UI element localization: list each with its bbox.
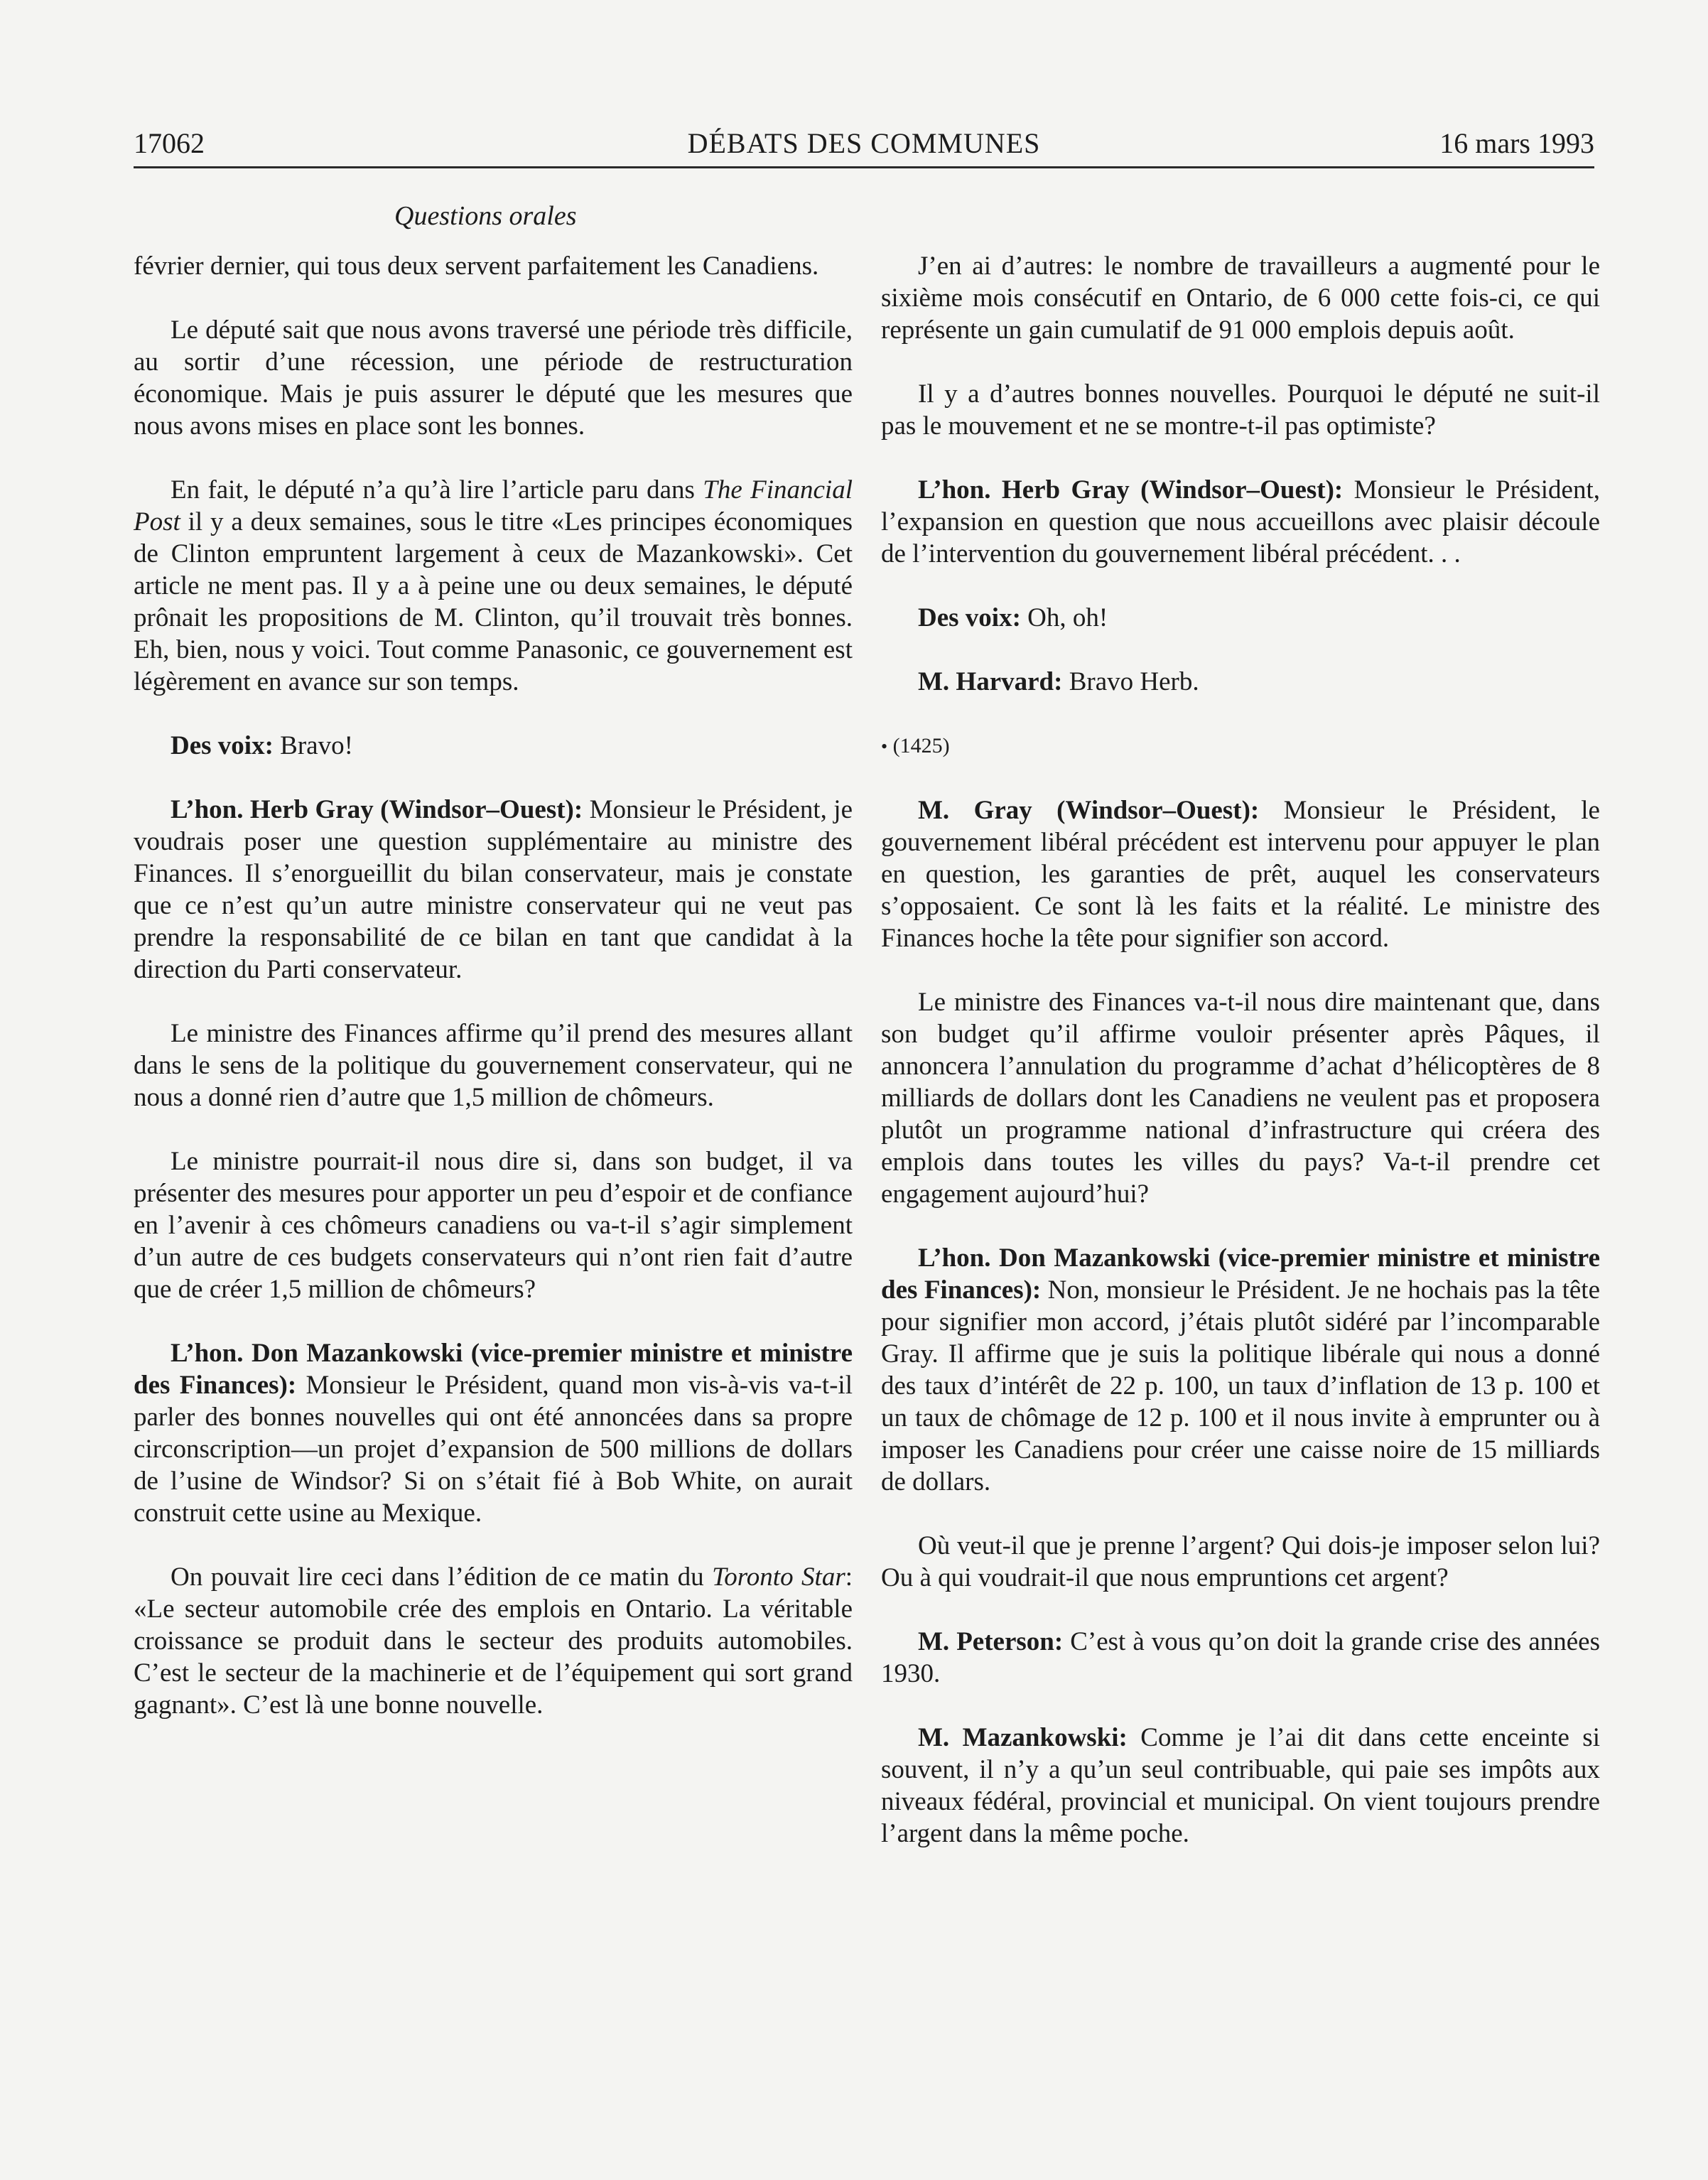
page-header [134,122,1594,168]
speech: L’hon. Herb Gray (Windsor–Ouest): Monsieur le Président, l’expansion en question que nous accueillons avec plaisir découle de l’intervention du gouvernement libéral précédent. . . [881,475,1600,568]
paragraph: février dernier, qui tous deux servent parfaitement les Canadiens. [134,252,819,281]
speech: L’hon. Don Mazankowski (vice-premier ministre et ministre des Finances): Monsieur le Président, quand mon vis-à-vis va-t-il parler des bonnes nouvelles qui ont été annoncées dans sa propre circonscription—un projet d’expansion de 500 millions de dollars de l’usine de Windsor? Si on s’était fié à Bob White, on aurait construit cette usine au Mexique. [134,1339,853,1528]
paragraph: Le ministre des Finances va-t-il nous dire maintenant que, dans son budget qu’il affirme vouloir présenter après Pâques, il annoncera l’annulation du programme d’achat d’hélicoptères de 8 milliards de dollars dont les Canadiens ne veulent pas et proposera plutôt un programme national d’infrastructure qui créera des emplois dans toutes les villes du pays? Va-t-il prendre cet engagement aujourd’hui? [881,988,1600,1209]
paragraph: Où veut-il que je prenne l’argent? Qui dois-je imposer selon lui? Ou à qui voudrait-il que nous empruntions cet argent? [881,1531,1600,1592]
speaker-name: M. Peterson: [918,1627,1064,1656]
speech: L’hon. Don Mazankowski (vice-premier ministre et ministre des Finances): Non, monsieur le Président. Je ne hochais pas la tête pour signifier mon accord, j’étais plutôt sidéré par l’incomparable Gray. Il affirme que je suis la politique libérale qui nous a donné des taux d’intérêt de 22 p. 100, un taux d’inflation de 13 p. 100 et un taux de chômage de 12 p. 100 et il nous invite à emprunter ou à imposer les Canadiens pour créer une caisse noire de 15 milliards de dollars. [881,1243,1600,1496]
paragraph: On pouvait lire ceci dans l’édition de ce matin du Toronto Star: «Le secteur automobile crée des emplois en Ontario. La véritable croissance se produit dans le secteur des produits automobiles. C’est le secteur de la machinerie et de l’équipement qui sort grand gagnant». C’est là une bonne nouvelle. [134,1563,853,1720]
publication-name: The Financial Post [134,475,853,536]
paragraph: J’en ai d’autres: le nombre de travailleurs a augmenté pour le sixième mois consécutif en Ontario, de 6 000 cette fois-ci, ce qui représente un gain cumulatif de 91 000 emplois depuis août. [881,252,1600,345]
page-number: 17062 [134,127,205,159]
interjection: Des voix: Oh, oh! [918,603,1108,632]
speech: L’hon. Herb Gray (Windsor–Ouest): Monsieur le Président, je voudrais poser une question supplémentaire au ministre des Finances. Il s’enorgueillit du bilan conservateur, mais je constate que ce n’est qu’un autre ministre conservateur qui ne veut pas prendre la responsabilité de ce bilan en tant que candidat à la direction du Parti conservateur. [134,795,853,984]
left-column [134,250,853,1753]
speaker-name: L’hon. Don Mazankowski (vice-premier ministre et ministre des Finances): [881,1243,1600,1305]
interjection: Des voix: Bravo! [171,731,353,760]
speaker-name: Des voix: [918,603,1021,632]
paragraph: Le ministre pourrait-il nous dire si, dans son budget, il va présenter des mesures pour apporter un peu d’espoir et de confiance en l’avenir à ces chômeurs canadiens ou va-t-il s’agir simplement d’un autre de ces budgets conservateurs qui n’ont rien fait d’autre que de créer 1,5 million de chômeurs? [134,1147,853,1304]
speaker-name: M. Gray (Windsor–Ouest): [918,796,1260,825]
speech: M. Gray (Windsor–Ouest): Monsieur le Président, le gouvernement libéral précédent est intervenu pour appuyer le plan en question, les garanties de prêt, auquel les conservateurs s’opposaient. Ce sont là les faits et la réalité. Le ministre des Finances hoche la tête pour signifier son accord. [881,796,1600,953]
bullet-icon: • [881,736,888,757]
paragraph: Le ministre des Finances affirme qu’il prend des mesures allant dans le sens de la politique du gouvernement conservateur, qui ne nous a donné rien d’autre que 1,5 million de chômeurs. [134,1019,853,1112]
right-column [881,250,1600,1882]
speaker-name: L’hon. Herb Gray (Windsor–Ouest): [171,795,583,824]
interjection: M. Harvard: Bravo Herb. [918,667,1199,696]
speaker-name: L’hon. Don Mazankowski (vice-premier ministre et ministre des Finances): [134,1339,853,1400]
speaker-name: Des voix: [171,731,274,760]
speaker-name: M. Mazankowski: [918,1723,1128,1752]
sitting-date: 16 mars 1993 [1439,127,1594,159]
publication-title: DÉBATS DES COMMUNES [687,127,1041,159]
publication-name: Toronto Star [712,1563,845,1592]
paragraph: Il y a d’autres bonnes nouvelles. Pourquoi le député ne suit-il pas le mouvement et ne se montre-t-il pas optimiste? [881,379,1600,441]
speaker-name: M. Harvard: [918,667,1063,696]
speaker-name: L’hon. Herb Gray (Windsor–Ouest): [918,475,1344,504]
time-marker: • (1425) [881,734,950,757]
paragraph: En fait, le député n’a qu’à lire l’article paru dans The Financial Post il y a deux semaines, sous le titre «Les principes économiques de Clinton empruntent largement à ceux de Mazankowski». Cet article ne ment pas. Il y a à peine une ou deux semaines, le député prônait les propositions de M. Clinton, qu’il trouvait très bonnes. Eh, bien, nous y voici. Tout comme Panasonic, ce gouvernement est légèrement en avance sur son temps. [134,475,853,696]
paragraph: Le député sait que nous avons traversé une période très difficile, au sortir d’une récession, une période de restructuration économique. Mais je puis assurer le député que les mesures que nous avons mises en place sont les bonnes. [134,315,853,441]
speech: M. Mazankowski: Comme je l’ai dit dans cette enceinte si souvent, il n’y a qu’un seul contribuable, qui paie ses impôts aux niveaux fédéral, provincial et municipal. On vient toujours prendre l’argent dans la même poche. [881,1723,1600,1848]
section-title: Questions orales [394,201,577,231]
interjection: M. Peterson: C’est à vous qu’on doit la grande crise des années 1930. [881,1627,1600,1688]
